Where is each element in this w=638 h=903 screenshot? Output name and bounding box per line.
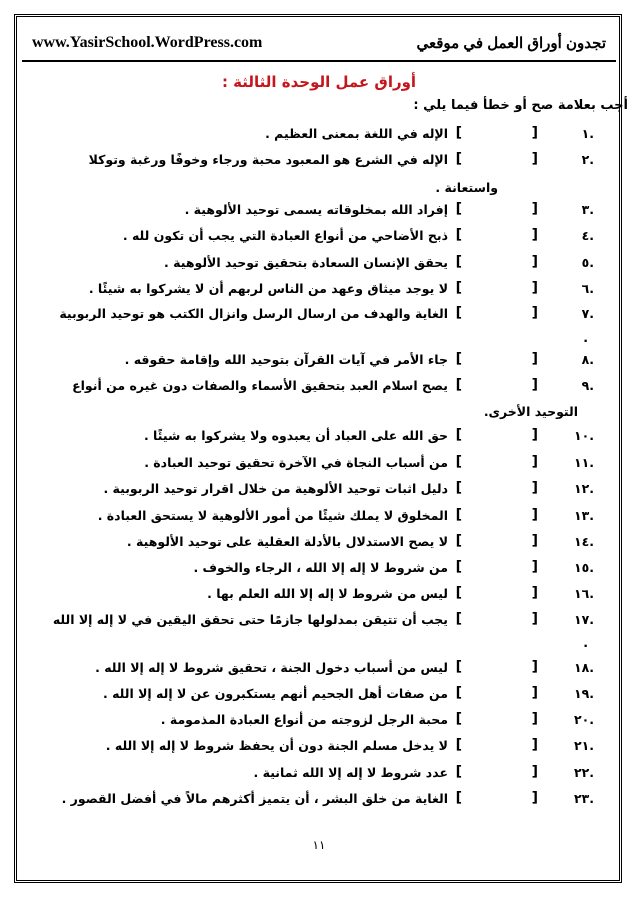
answer-bracket-open[interactable]: [: [531, 305, 538, 321]
question-row: [0, 455, 638, 479]
question-row: [0, 126, 638, 150]
answer-bracket-open[interactable]: [: [531, 125, 538, 141]
header-tagline: تجدون أوراق العمل في موقعي: [416, 35, 606, 52]
question-text: ذبح الأضاحي من أنواع العبادة التي يجب أن تكون لله .: [122, 228, 448, 243]
answer-bracket-close[interactable]: ]: [455, 585, 462, 601]
question-row: [0, 152, 638, 176]
answer-bracket-open[interactable]: [: [531, 254, 538, 270]
question-number: .٣: [581, 202, 594, 217]
question-text: ليس من أسباب دخول الجنة ، تحقيق شروط لا إله إلا الله .: [95, 660, 448, 675]
question-row: [0, 428, 638, 452]
answer-bracket-open[interactable]: [: [531, 454, 538, 470]
question-number: .١٣: [573, 508, 594, 523]
answer-bracket-open[interactable]: [: [531, 659, 538, 675]
answer-bracket-open[interactable]: [: [531, 280, 538, 296]
answer-bracket-close[interactable]: ]: [455, 377, 462, 393]
question-text: يصح اسلام العبد بتحقيق الأسماء والصفات دون غيره من أنواع: [72, 378, 448, 393]
instruction-text: أجب بعلامة صح أو خطأ فيما يلي :: [413, 98, 628, 113]
question-number: .٢: [581, 152, 594, 167]
question-text: من صفات أهل الجحيم أنهم يستكبرون عن لا إله إلا الله .: [103, 686, 448, 701]
question-row: [0, 228, 638, 252]
answer-bracket-open[interactable]: [: [531, 711, 538, 727]
answer-bracket-open[interactable]: [: [531, 585, 538, 601]
answer-bracket-close[interactable]: ]: [455, 737, 462, 753]
answer-bracket-close[interactable]: ]: [455, 559, 462, 575]
answer-bracket-close[interactable]: ]: [455, 254, 462, 270]
continuation-q7: .: [583, 330, 588, 345]
question-text: حق الله على العباد أن يعبدوه ولا يشركوا به شيئًا .: [143, 428, 448, 443]
answer-bracket-open[interactable]: [: [531, 351, 538, 367]
question-row: [0, 352, 638, 376]
question-row: [0, 378, 638, 402]
question-text: محبة الرجل لزوجته من أنواع العبادة المذمومة .: [160, 712, 448, 727]
question-number: .٢١: [573, 738, 594, 753]
question-number: .٨: [581, 352, 594, 367]
question-text: إفراد الله بمخلوقاته يسمى توحيد الألوهية .: [184, 202, 448, 217]
question-row: [0, 791, 638, 815]
question-number: .١: [581, 126, 594, 141]
continuation-q17: .: [583, 635, 588, 650]
answer-bracket-open[interactable]: [: [531, 201, 538, 217]
question-number: .٥: [581, 255, 594, 270]
question-text: من أسباب النجاة في الآخرة تحقيق توحيد العبادة .: [144, 455, 448, 470]
question-text: ليس من شروط لا إله إلا الله العلم بها .: [207, 586, 448, 601]
answer-bracket-close[interactable]: ]: [455, 351, 462, 367]
page-header: [22, 34, 616, 56]
answer-bracket-close[interactable]: ]: [455, 201, 462, 217]
question-row: [0, 281, 638, 305]
question-row: [0, 534, 638, 558]
question-row: [0, 255, 638, 279]
answer-bracket-close[interactable]: ]: [455, 790, 462, 806]
answer-bracket-close[interactable]: ]: [455, 454, 462, 470]
answer-bracket-open[interactable]: [: [531, 764, 538, 780]
answer-bracket-close[interactable]: ]: [455, 280, 462, 296]
header-divider: [22, 60, 616, 62]
question-row: [0, 686, 638, 710]
answer-bracket-open[interactable]: [: [531, 377, 538, 393]
question-row: [0, 202, 638, 226]
question-number: .٧: [581, 306, 594, 321]
question-number: .١٢: [573, 481, 594, 496]
question-text: من شروط لا إله إلا الله ، الرجاء والخوف .: [193, 560, 448, 575]
question-text: الإله في الشرع هو المعبود محبة ورجاء وخوفًا ورغبة وتوكلا: [88, 152, 448, 167]
question-text: عدد شروط لا إله إلا الله ثمانية .: [253, 765, 448, 780]
answer-bracket-open[interactable]: [: [531, 227, 538, 243]
question-number: .١٦: [573, 586, 594, 601]
answer-bracket-close[interactable]: ]: [455, 125, 462, 141]
answer-bracket-open[interactable]: [: [531, 685, 538, 701]
question-text: الغاية والهدف من ارسال الرسل وانزال الكتب هو توحيد الربوبية: [59, 306, 448, 321]
answer-bracket-open[interactable]: [: [531, 507, 538, 523]
answer-bracket-close[interactable]: ]: [455, 507, 462, 523]
answer-bracket-open[interactable]: [: [531, 559, 538, 575]
question-number: .١٩: [573, 686, 594, 701]
question-text: الغاية من خلق البشر ، أن يتميز أكثرهم مالاً في أفضل القصور .: [61, 791, 448, 806]
worksheet-title: أوراق عمل الوحدة الثالثة :: [221, 73, 417, 91]
question-row: [0, 306, 638, 330]
question-text: لا يصح الاستدلال بالأدلة العقلية على توحيد الألوهية .: [126, 534, 448, 549]
question-row: [0, 481, 638, 505]
question-number: .١١: [573, 455, 594, 470]
answer-bracket-close[interactable]: ]: [455, 711, 462, 727]
question-number: .١٤: [573, 534, 594, 549]
question-row: [0, 560, 638, 584]
question-row: [0, 586, 638, 610]
question-number: .٤: [581, 228, 594, 243]
answer-bracket-close[interactable]: ]: [455, 764, 462, 780]
question-number: .٢٢: [573, 765, 594, 780]
question-text: دليل اثبات توحيد الألوهية من خلال اقرار توحيد الربوبية .: [103, 481, 448, 496]
page-number: ١١: [312, 838, 326, 852]
answer-bracket-close[interactable]: ]: [455, 659, 462, 675]
question-number: .٢٠: [573, 712, 594, 727]
question-number: .١٧: [573, 612, 594, 627]
answer-bracket-open[interactable]: [: [531, 790, 538, 806]
site-url[interactable]: www.YasirSchool.WordPress.com: [32, 34, 263, 51]
question-row: [0, 508, 638, 532]
question-text: لا يوجد ميثاق وعهد من الناس لربهم أن لا يشركوا به شيئًا .: [88, 281, 448, 296]
question-text: يحقق الإنسان السعادة بتحقيق توحيد الألوهية .: [164, 255, 448, 270]
answer-bracket-close[interactable]: ]: [455, 685, 462, 701]
question-row: [0, 738, 638, 762]
answer-bracket-close[interactable]: ]: [455, 611, 462, 627]
question-number: .٦: [581, 281, 594, 296]
question-row: [0, 612, 638, 636]
question-text: جاء الأمر في آيات القرآن بتوحيد الله وإقامة حقوقه .: [124, 352, 448, 367]
question-number: .١٠: [573, 428, 594, 443]
question-row: [0, 660, 638, 684]
continuation-q2: واستعانة .: [435, 180, 498, 195]
answer-bracket-open[interactable]: [: [531, 737, 538, 753]
question-number: .١٨: [573, 660, 594, 675]
question-number: .٢٣: [573, 791, 594, 806]
answer-bracket-open[interactable]: [: [531, 480, 538, 496]
answer-bracket-close[interactable]: ]: [455, 305, 462, 321]
answer-bracket-open[interactable]: [: [531, 427, 538, 443]
answer-bracket-close[interactable]: ]: [455, 151, 462, 167]
question-text: يجب أن تتيقن بمدلولها جازمًا حتى تحقق اليقين في لا إله إلا الله: [52, 612, 448, 627]
question-number: .١٥: [573, 560, 594, 575]
question-number: .٩: [581, 378, 594, 393]
question-text: لا يدخل مسلم الجنة دون أن يحفظ شروط لا إله إلا الله .: [105, 738, 448, 753]
continuation-q9: التوحيد الأخرى.: [483, 404, 578, 419]
answer-bracket-close[interactable]: ]: [455, 480, 462, 496]
question-text: الإله في اللغة بمعنى العظيم .: [265, 126, 448, 141]
answer-bracket-open[interactable]: [: [531, 151, 538, 167]
question-row: [0, 712, 638, 736]
answer-bracket-close[interactable]: ]: [455, 427, 462, 443]
answer-bracket-close[interactable]: ]: [455, 533, 462, 549]
answer-bracket-open[interactable]: [: [531, 611, 538, 627]
question-text: المخلوق لا يملك شيئًا من أمور الألوهية لا يستحق العبادة .: [97, 508, 448, 523]
answer-bracket-close[interactable]: ]: [455, 227, 462, 243]
question-row: [0, 765, 638, 789]
answer-bracket-open[interactable]: [: [531, 533, 538, 549]
